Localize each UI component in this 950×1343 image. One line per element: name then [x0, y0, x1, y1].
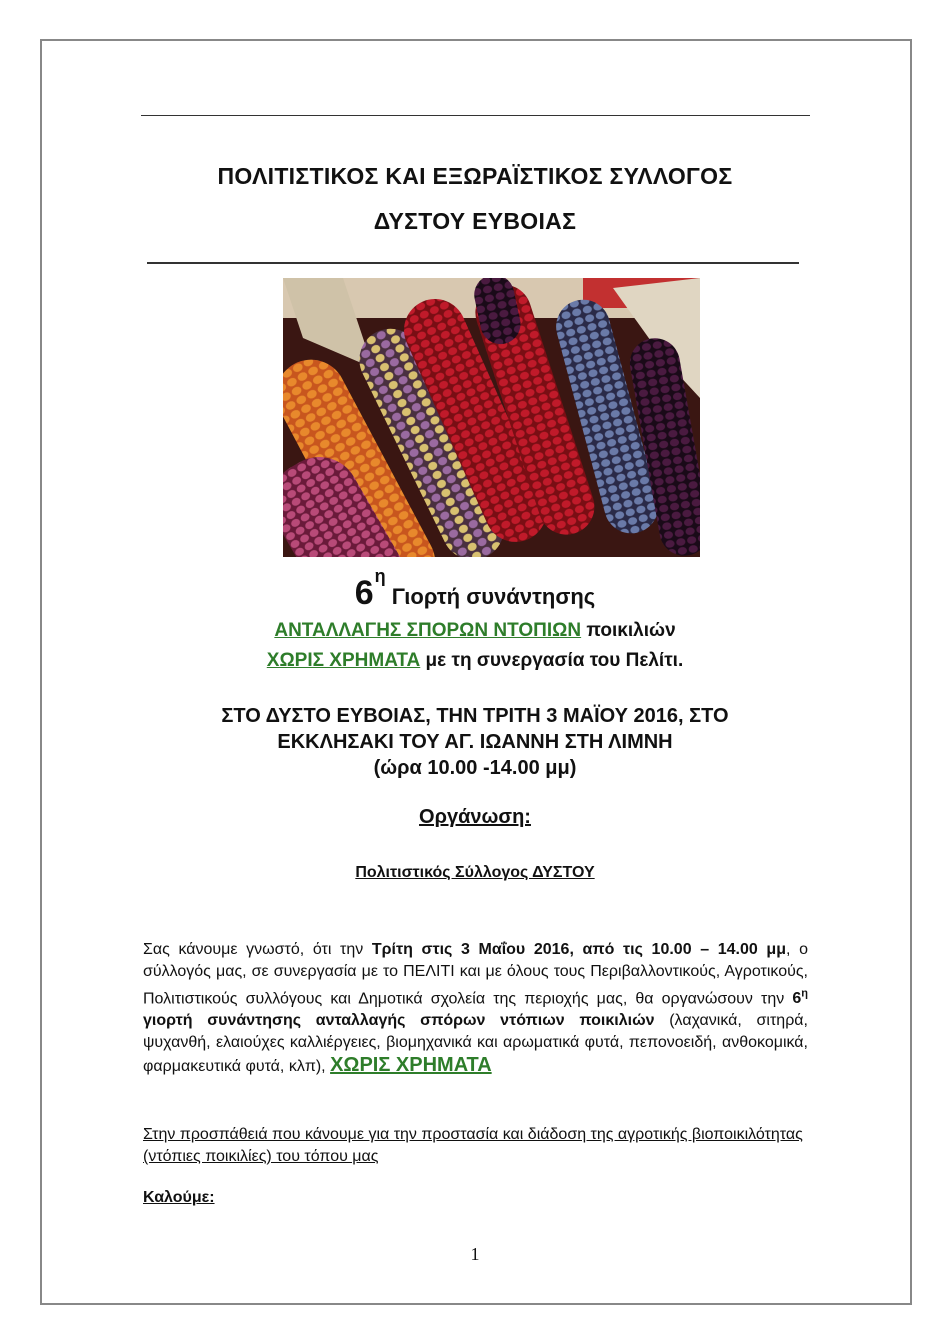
para-superscript: η — [801, 988, 808, 1000]
para-part-a: Σας κάνουμε γνωστό, ότι την — [143, 941, 372, 958]
org-name-line-2: ΔΥΣΤΟΥ ΕΥΒΟΙΑΣ — [373, 208, 577, 234]
exchange-rest-text: ποικιλιών — [586, 620, 676, 641]
para-date-time: Τρίτη στις 3 Μαΐου 2016, από τις 10.00 – 14.00 μμ — [371, 941, 787, 958]
festival-no-money-line — [0, 650, 950, 672]
para-no-money: ΧΩΡΙΣ ΧΡΗΜΑΤΑ — [330, 1054, 492, 1077]
festival-number: 6 — [354, 574, 374, 612]
para-part-c: , ο σύλλογός μας, σε συνεργασία με το ΠΕΛΙΤΙ και με όλους τους Περιβαλλοντικούς, Αγροτικούς, Πολιτιστικούς συλλόγους και Δημοτικά σχολεία της περιοχής μας, θα οργανώσουν την — [143, 941, 808, 1008]
venue-line-2: ΕΚΚΛΗΣΑΚΙ ΤΟΥ ΑΓ. ΙΩΑΝΝΗ ΣΤΗ ΛΙΜΝΗ — [277, 731, 673, 753]
festival-exchange-line — [0, 620, 950, 642]
para-festival-name: γιορτή συνάντησης ανταλλαγής σπόρων ντόπιων ποικιλιών — [143, 1012, 655, 1030]
header-rule — [147, 262, 799, 264]
no-money-text: ΧΩΡΙΣ ΧΡΗΜΑΤΑ — [266, 650, 421, 671]
festival-superscript: η — [374, 566, 386, 586]
corn-photo — [283, 278, 700, 557]
page-number: 1 — [470, 1244, 480, 1264]
exchange-green-text: ΑΝΤΑΛΛΑΓΗΣ ΣΠΟΡΩΝ ΝΤΟΠΙΩΝ — [274, 620, 582, 641]
call-heading: Καλούμε: — [143, 1189, 215, 1206]
venue-time: (ώρα 10.00 -14.00 μμ) — [373, 757, 577, 779]
cooperation-text: με τη συνεργασία του Πελίτι. — [425, 650, 684, 671]
organizer-name: Πολιτιστικός Σύλλογος ΔΥΣΤΟΥ — [355, 864, 595, 881]
effort-paragraph: Στην προσπάθειά που κάνουμε για την προστασία και διάδοση της αγροτικής βιοποικιλότητας (ντόπιες ποικιλίες) του τόπου μας — [143, 1126, 803, 1165]
para-part-e: (λαχανικά, σιτηρά, ψυχανθή, ελαιούχες καλλιέργειες, βιομηχανικά και αρωματικά φυτά, πεπονοειδή, ανθοκομικά, φαρμακευτικά φυτά, κλπ), — [143, 1012, 809, 1076]
festival-title — [0, 566, 950, 613]
invitation-paragraph — [143, 939, 808, 1078]
top-rule — [141, 115, 810, 116]
organization-heading: Οργάνωση: — [419, 806, 531, 828]
venue-line-1: ΣΤΟ ΔΥΣΤΟ ΕΥΒΟΙΑΣ, ΤΗΝ ΤΡΙΤΗ 3 ΜΑΪΟΥ 2016, ΣΤΟ — [221, 705, 729, 727]
para-number: 6 — [792, 990, 802, 1008]
festival-title-text: Γιορτή συνάντησης — [391, 584, 596, 609]
org-name-line-1: ΠΟΛΙΤΙΣΤΙΚΟΣ ΚΑΙ ΕΞΩΡΑΪΣΤΙΚΟΣ ΣΥΛΛΟΓΟΣ — [217, 163, 733, 189]
